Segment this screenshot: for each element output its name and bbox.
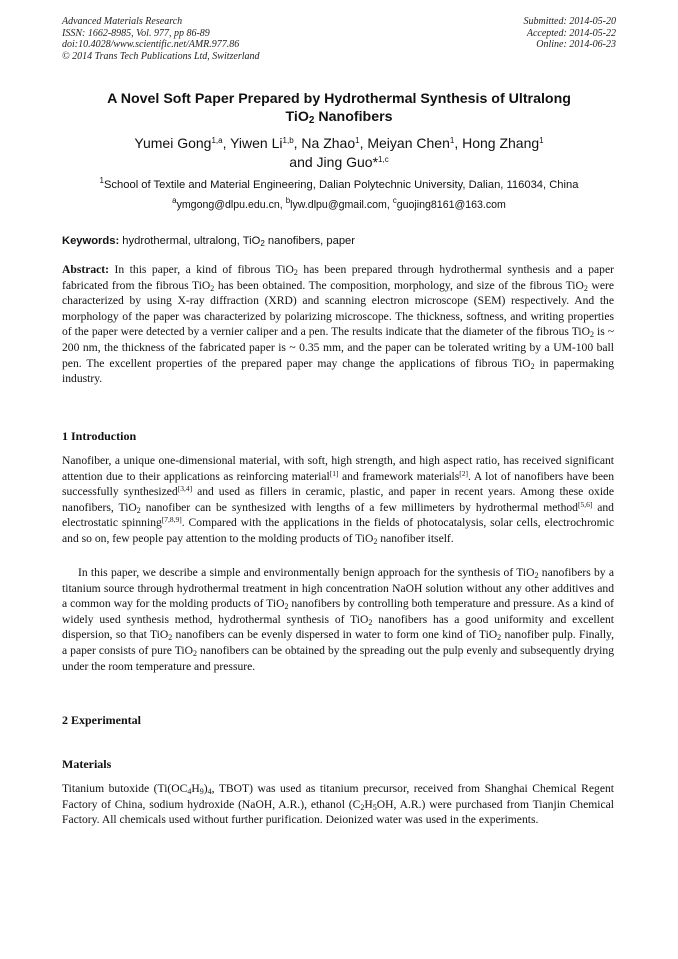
section-heading-introduction: 1 Introduction [62, 429, 137, 443]
title-end: Nanofibers [314, 109, 393, 125]
abstract: Abstract: In this paper, a kind of fibrous TiO$_2$ has been prepared through hydrothermal synthesis and a paper fabricated from the fibrous TiO$_2$ has been obtained. The composition, morphology, and size of the fibrous TiO$_2$ were characterized by using X-ray diffraction (XRD) and scanning electron microscope (SEM) respectively. And the morphology of the paper was characterized by polarizing microscope. The thickness, softness, and writing properties of the paper were detected by a vernier caliper and a pen. The results indicate that the diameter of the fibrous TiO$_2$ is ~ 200 nm, the thickness of the fabricated paper is ~ 0.35 mm, and the paper can be tolerated writing by a UM-100 ball pen. The excellent properties of the prepared paper may change the applications of fibrous TiO$_2$ in papermaking industry. [62, 263, 614, 386]
materials-paragraph: Titanium butoxide ($Ti(OC_4H_9)_4$, TBOT) was used as titanium precursor, received from Shanghai Chemical Regent Factory of China, sodium hydroxide (NaOH, A.R.), ethanol ($C_2H_5OH$, A.R.) were purchased from Tianjin Chemical Factory. All chemicals used without further purification. Deionized water was used in the experiments. [62, 782, 614, 827]
issn: ISSN: 1662-8985, Vol. 977, pp 86-89 [62, 27, 210, 39]
accepted-date: Accepted: 2014-05-22 [526, 27, 616, 39]
author: Hong Zhang$^1$ [462, 135, 544, 151]
email-list: $^a$ymgong@dlpu.edu.cn, $^b$lyw.dlpu@gmail.com, $^c$guojing8161@163.com [172, 196, 506, 211]
copyright: © 2014 Trans Tech Publications Ltd, Switzerland [62, 50, 260, 62]
citation[interactable]: [1] [329, 468, 339, 478]
submitted-date: Submitted: 2014-05-20 [523, 16, 616, 27]
affiliation: $^1$School of Textile and Material Engineering, Dalian Polytechnic University, Dalian, 116034, China [99, 176, 579, 191]
section-heading-experimental: 2 Experimental [62, 713, 141, 727]
author: and Jing Guo*$^{1,c}$ [289, 154, 389, 170]
citation[interactable]: [7,8,9] [161, 515, 182, 525]
abstract-label: Abstract: [62, 263, 110, 276]
intro-paragraph-2: In this paper, we describe a simple and environmentally benign approach for the synthesis of TiO$_2$ nanofibers by a titanium source through hydrothermal treatment in high concentration NaOH solution without any other additives and a common way for the molding products of TiO$_2$ nanofibers by controlling both temperature and pressure. As a kind of widely used synthesis method, hydrothermal synthesis of TiO$_2$ nanofibers has a good uniformity and excellent dispersion, so that TiO$_2$ nanofibers can be evenly dispersed in water to form one kind of TiO$_2$ nanofiber pulp. Finally, a paper consists of pure TiO$_2$ nanofibers can be obtained by the spreading out the pulp evenly and subsequently drying under the room temperature and pressure. [62, 566, 614, 673]
subsection-heading-materials: Materials [62, 757, 112, 771]
author: Na Zhao$^1$, [301, 135, 368, 151]
title-subscript: 2 [308, 115, 315, 126]
keywords: Keywords: hydrothermal, ultralong, TiO$_2$ nanofibers, paper [62, 235, 355, 248]
title-line-1: A Novel Soft Paper Prepared by Hydrothermal Synthesis of Ultralong [107, 91, 571, 107]
journal-info [62, 16, 260, 62]
email[interactable]: $^c$guojing8161@163.com [392, 196, 506, 211]
online-date: Online: 2014-06-23 [536, 39, 616, 50]
citation[interactable]: [2] [459, 468, 468, 478]
title-tio: TiO [285, 109, 309, 125]
keywords-label: Keywords: [62, 235, 120, 247]
email[interactable]: $^b$lyw.dlpu@gmail.com [285, 196, 387, 211]
email[interactable]: $^a$ymgong@dlpu.edu.cn [172, 196, 280, 211]
intro-paragraph-1: Nanofiber, a unique one-dimensional material, with soft, high strength, and high aspect ratio, has received significant attention due to their applications as reinforcing material[1] and framework materials[2]. A lot of nanofibers have been successfully synthesized[3,4] and used as fillers in ceramic, plastic, and paper in recent years. Among these oxide nanofibers, TiO$_2$ nanofiber can be synthesized with lengths of a few millimeters by hydrothermal method[5,6] and electrostatic spinning[7,8,9]. Compared with the applications in the fields of photocatalysis, solar cells, electrochromic and so on, few people pay attention to the molding products of TiO$_2$ nanofiber itself. [62, 454, 614, 546]
dates-info [524, 16, 617, 51]
paper-title [62, 90, 616, 126]
journal-name: Advanced Materials Research [62, 16, 183, 27]
author: Yumei Gong$^{1,a}$, [134, 135, 231, 151]
author: Meiyan Chen$^1$, [367, 135, 463, 151]
author-list [62, 134, 616, 172]
citation[interactable]: [3,4] [177, 484, 193, 494]
author: Yiwen Li$^{1,b}$, [230, 135, 302, 151]
citation[interactable]: [5,6] [577, 499, 593, 509]
doi: doi:10.4028/www.scientific.net/AMR.977.86 [62, 39, 240, 50]
